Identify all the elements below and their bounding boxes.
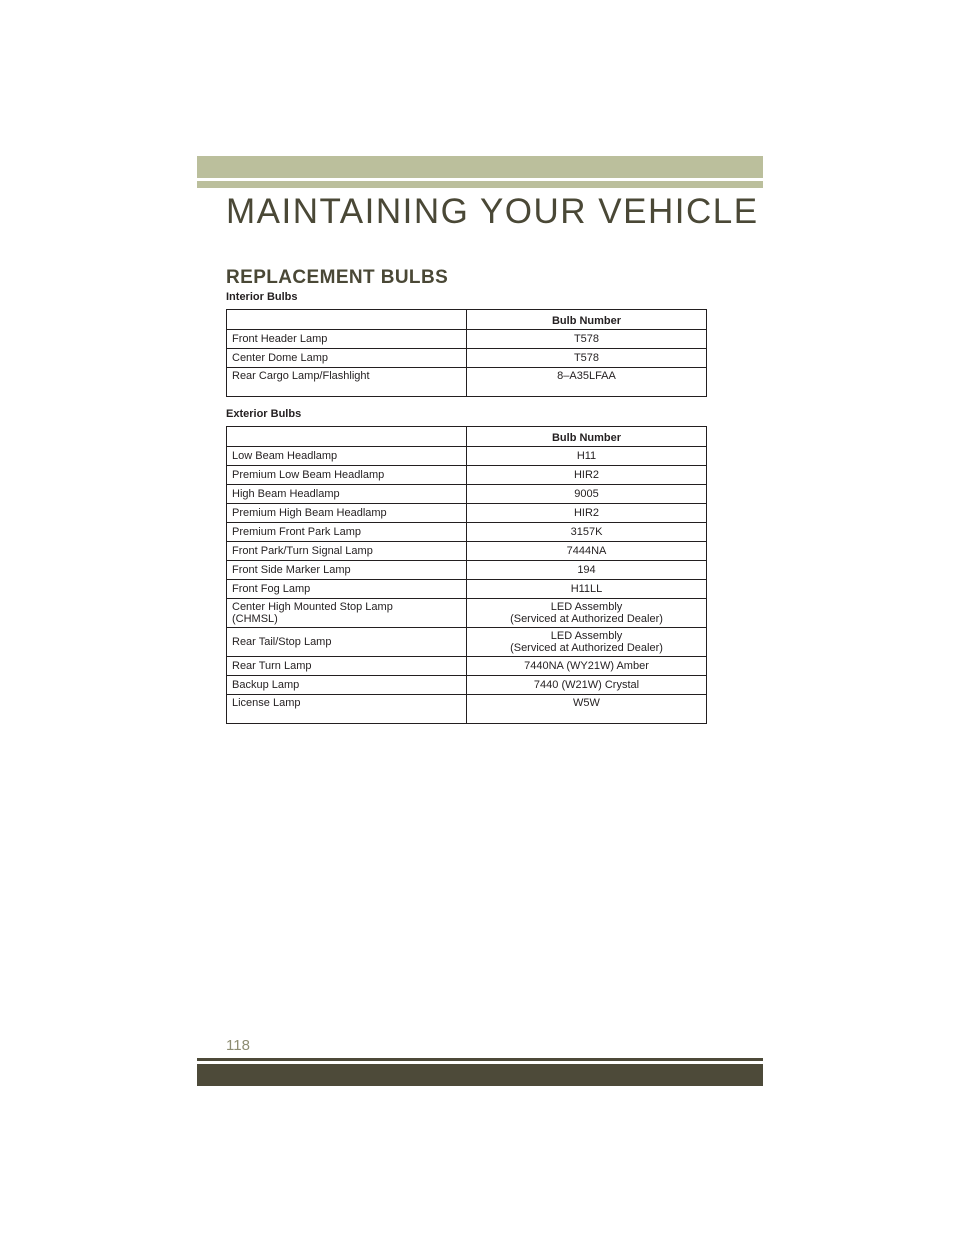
lamp-name: Rear Cargo Lamp/Flashlight bbox=[227, 368, 467, 397]
table-row bbox=[227, 349, 707, 368]
table-header-row bbox=[227, 310, 707, 330]
table-row bbox=[227, 676, 707, 695]
footer-band bbox=[197, 1064, 763, 1086]
table-row bbox=[227, 504, 707, 523]
lamp-name: Premium High Beam Headlamp bbox=[227, 504, 467, 523]
interior-bulbs-table bbox=[226, 309, 707, 397]
bulb-number: T578 bbox=[467, 349, 707, 368]
lamp-name: Front Park/Turn Signal Lamp bbox=[227, 542, 467, 561]
header-cell-lamp bbox=[227, 310, 467, 330]
table-row bbox=[227, 368, 707, 397]
table-row bbox=[227, 628, 707, 657]
bulb-number: W5W bbox=[467, 695, 707, 724]
header-rule bbox=[197, 181, 763, 188]
footer-rule bbox=[197, 1058, 763, 1061]
bulb-number: 194 bbox=[467, 561, 707, 580]
exterior-bulbs-table bbox=[226, 426, 707, 724]
table-row bbox=[227, 695, 707, 724]
header-cell-lamp bbox=[227, 427, 467, 447]
table-row bbox=[227, 523, 707, 542]
lamp-name: High Beam Headlamp bbox=[227, 485, 467, 504]
lamp-name: Front Fog Lamp bbox=[227, 580, 467, 599]
bulb-number: 8–A35LFAA bbox=[467, 368, 707, 397]
bulb-number: 7444NA bbox=[467, 542, 707, 561]
lamp-name: Center Dome Lamp bbox=[227, 349, 467, 368]
bulb-number: HIR2 bbox=[467, 466, 707, 485]
lamp-name-line: Center High Mounted Stop Lamp bbox=[232, 601, 393, 613]
bulb-number bbox=[467, 599, 707, 628]
table-row bbox=[227, 657, 707, 676]
lamp-name-line: (CHMSL) bbox=[232, 613, 278, 625]
table-row bbox=[227, 542, 707, 561]
table-row bbox=[227, 447, 707, 466]
lamp-name: Front Header Lamp bbox=[227, 330, 467, 349]
lamp-name: Front Side Marker Lamp bbox=[227, 561, 467, 580]
table-row bbox=[227, 330, 707, 349]
bulb-number: HIR2 bbox=[467, 504, 707, 523]
table-row bbox=[227, 561, 707, 580]
header-band bbox=[197, 156, 763, 178]
lamp-name: Backup Lamp bbox=[227, 676, 467, 695]
header-cell-bulb-number: Bulb Number bbox=[467, 427, 707, 447]
lamp-name: Premium Low Beam Headlamp bbox=[227, 466, 467, 485]
page-heading: REPLACEMENT BULBS bbox=[226, 267, 449, 288]
bulb-number bbox=[467, 628, 707, 657]
table-row bbox=[227, 466, 707, 485]
bulb-number-line: (Serviced at Authorized Dealer) bbox=[510, 613, 663, 625]
bulb-number: H11LL bbox=[467, 580, 707, 599]
table-header-row bbox=[227, 427, 707, 447]
exterior-bulbs-title: Exterior Bulbs bbox=[226, 408, 302, 420]
section-title: MAINTAINING YOUR VEHICLE bbox=[226, 192, 759, 231]
lamp-name bbox=[227, 628, 467, 657]
lamp-name-line: Rear Tail/Stop Lamp bbox=[232, 636, 332, 648]
bulb-number: H11 bbox=[467, 447, 707, 466]
lamp-name: Premium Front Park Lamp bbox=[227, 523, 467, 542]
bulb-number: 3157K bbox=[467, 523, 707, 542]
bulb-number: 9005 bbox=[467, 485, 707, 504]
bulb-number: T578 bbox=[467, 330, 707, 349]
lamp-name: Low Beam Headlamp bbox=[227, 447, 467, 466]
lamp-name bbox=[227, 599, 467, 628]
header-cell-bulb-number: Bulb Number bbox=[467, 310, 707, 330]
lamp-name: License Lamp bbox=[227, 695, 467, 724]
table-row bbox=[227, 485, 707, 504]
bulb-number: 7440 (W21W) Crystal bbox=[467, 676, 707, 695]
page-number: 118 bbox=[226, 1037, 250, 1054]
bulb-number-line: (Serviced at Authorized Dealer) bbox=[510, 642, 663, 654]
bulb-number-line: LED Assembly bbox=[550, 630, 623, 642]
lamp-name: Rear Turn Lamp bbox=[227, 657, 467, 676]
bulb-number-line: LED Assembly bbox=[550, 601, 623, 613]
table-row bbox=[227, 599, 707, 628]
interior-bulbs-title: Interior Bulbs bbox=[226, 291, 298, 303]
table-row bbox=[227, 580, 707, 599]
bulb-number: 7440NA (WY21W) Amber bbox=[467, 657, 707, 676]
